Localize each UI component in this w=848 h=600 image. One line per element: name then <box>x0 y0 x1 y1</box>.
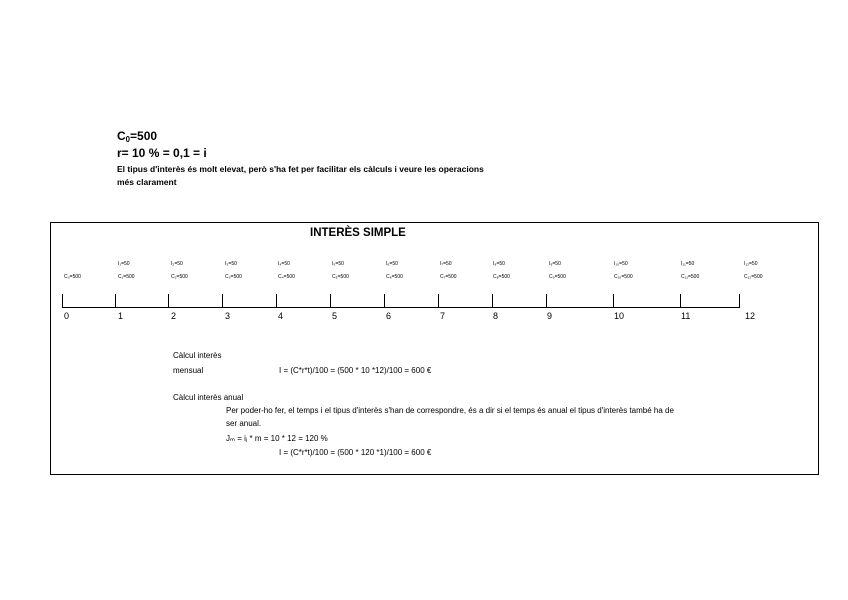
period-number: 2 <box>171 311 177 321</box>
capital-label: C₁₁=500 <box>681 274 700 280</box>
timeline-tick <box>222 294 223 308</box>
period-number: 0 <box>64 311 70 321</box>
timeline-tick <box>739 294 740 308</box>
annual-formula: I = (C*r*t)/100 = (500 * 120 *1)/100 = 600 € <box>279 448 432 457</box>
capital-label: C₃=500 <box>225 274 242 280</box>
interest-label: I₃=50 <box>225 261 237 267</box>
capital-label: C₀=500 <box>64 274 81 280</box>
capital-label: C₁₀=500 <box>614 274 633 280</box>
timeline-tick <box>546 294 547 308</box>
capital-label: C₆=500 <box>386 274 403 280</box>
timeline-tick <box>168 294 169 308</box>
timeline-tick <box>330 294 331 308</box>
period-number: 1 <box>118 311 124 321</box>
timeline-tick <box>613 294 614 308</box>
monthly-formula: I = (C*r*t)/100 = (500 * 10 *12)/100 = 600 € <box>279 366 432 375</box>
period-number: 12 <box>745 311 756 321</box>
rate-note: El tipus d'interès és molt elevat, però s'ha fet per facilitar els càlculs i veure les operacions <box>117 164 484 174</box>
interest-label: I₁=50 <box>118 261 130 267</box>
interest-label: I₄=50 <box>278 261 290 267</box>
period-number: 11 <box>681 311 691 321</box>
timeline-tick <box>680 294 681 308</box>
period-number: 9 <box>547 311 553 321</box>
annual-note: Per poder-ho fer, el temps i el tipus d'interès s'han de correspondre, és a dir si el temps és anual el tipus d'interès també ha de <box>226 406 674 415</box>
monthly-subtitle: mensual <box>173 366 204 375</box>
interest-label: I₆=50 <box>386 261 398 267</box>
rate-note-continued: més clarament <box>117 177 177 187</box>
capital-label: C₂=500 <box>171 274 188 280</box>
diagram-title: INTERÈS SIMPLE <box>310 227 406 239</box>
timeline-tick <box>276 294 277 308</box>
interest-label: I₂=50 <box>171 261 183 267</box>
interest-label: I₁₀=50 <box>614 261 628 267</box>
diagram-frame <box>50 222 819 475</box>
period-number: 8 <box>493 311 499 321</box>
period-number: 6 <box>386 311 392 321</box>
interest-label: I₁₁=50 <box>681 261 695 267</box>
period-number: 10 <box>614 311 625 321</box>
monthly-title: Càlcul interès <box>173 351 222 360</box>
period-number: 5 <box>332 311 338 321</box>
annual-note-continued: ser anual. <box>226 419 262 428</box>
interest-label: I₁₂=50 <box>744 261 758 267</box>
timeline-tick <box>62 294 63 308</box>
capital-label: C₁₂=500 <box>744 274 763 280</box>
timeline-axis <box>62 307 739 308</box>
capital-label: C₈=500 <box>493 274 510 280</box>
timeline-tick <box>438 294 439 308</box>
capital-label: C₅=500 <box>332 274 349 280</box>
initial-capital: $C_0=500$ <box>117 129 158 144</box>
timeline-tick <box>384 294 385 308</box>
capital-label: C₄=500 <box>278 274 295 280</box>
period-number: 7 <box>440 311 446 321</box>
interest-label: I₈=50 <box>493 261 505 267</box>
capital-label: C₁=500 <box>118 274 135 280</box>
annual-title: Càlcul interès anual <box>173 393 244 402</box>
period-number: 4 <box>278 311 284 321</box>
equivalent-rate-formula: Jₘ = iⱼ * m = 10 * 12 = 120 % <box>226 434 328 443</box>
timeline-tick <box>115 294 116 308</box>
capital-label: C₇=500 <box>440 274 457 280</box>
interest-label: I₅=50 <box>332 261 344 267</box>
period-number: 3 <box>225 311 231 321</box>
interest-label: I₉=50 <box>549 261 561 267</box>
timeline-tick <box>492 294 493 308</box>
interest-label: I₇=50 <box>440 261 452 267</box>
interest-rate: r= 10 % = 0,1 = i <box>117 146 207 160</box>
capital-label: C₉=500 <box>549 274 566 280</box>
